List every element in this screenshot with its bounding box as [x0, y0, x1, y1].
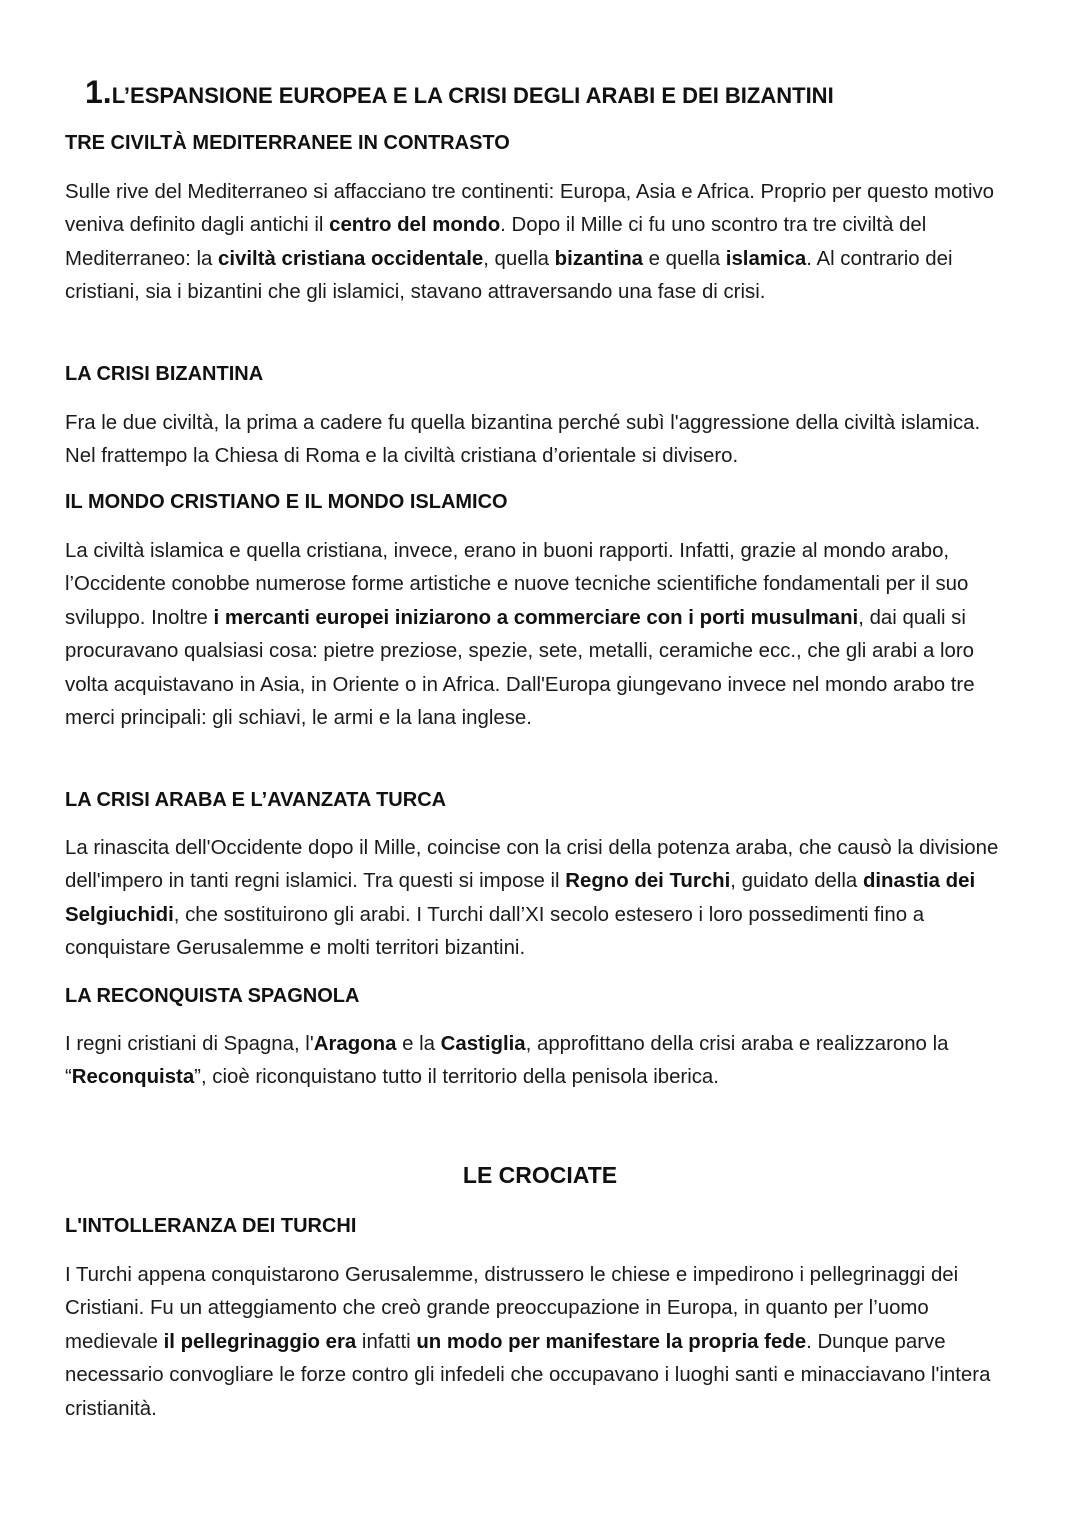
text-run: . Dopo il Mille ci fu uno scontro tra tre civiltà del Mediterraneo: la: [65, 214, 927, 270]
section-heading: LA CRISI ARABA E L’AVANZATA TURCA: [65, 789, 447, 811]
bold-phrase: Regno dei Turchi: [565, 870, 731, 893]
bold-phrase: islamica: [725, 247, 807, 270]
text-run: La rinascita dell'Occidente dopo il Mille, coincise con la crisi della potenza araba, che causò la divisione dell'impero in tanti regni islamici. Tra questi si impose il: [65, 837, 999, 893]
title-number: 1.: [85, 74, 112, 110]
bold-phrase: dinastia dei Selgiuchidi: [65, 870, 976, 926]
title-text: L’ESPANSIONE EUROPEA E LA CRISI DEGLI ARABI E DEI BIZANTINI: [111, 83, 834, 108]
text-run: , quella: [483, 247, 555, 270]
section-heading: LA RECONQUISTA SPAGNOLA: [65, 985, 360, 1007]
section-heading: TRE CIVILTÀ MEDITERRANEE IN CONTRASTO: [65, 132, 510, 154]
text-run: Fra le due civiltà, la prima a cadere fu quella bizantina perché subì l'aggressione della civiltà islamica. Nel frattempo la Chiesa di Roma e la civiltà cristiana d’orientale si divisero.: [65, 412, 981, 468]
text-run: ”, cioè riconquistano tutto il territorio della penisola iberica.: [194, 1066, 719, 1089]
text-run: . Dunque parve necessario convogliare le forze contro gli infedeli che occupavano i luoghi santi e minacciavano l'intera cristianità.: [65, 1330, 991, 1420]
text-run: e quella: [643, 247, 726, 270]
text-run: , dai quali si procuravano qualsiasi cosa: pietre preziose, spezie, sete, metalli, ceramiche ecc., che gli arabi a loro volta acquistavano in Asia, in Oriente o in Africa. Dall'Europa giungevano invece nel mondo arabo tre merci principali: gli schiavi, le armi e la lana inglese.: [65, 606, 975, 730]
bold-phrase: i mercanti europei iniziarono a commerciare con i porti musulmani: [213, 606, 859, 629]
text-run: , guidato della: [730, 870, 863, 893]
section-paragraph: [65, 407, 1015, 474]
bold-phrase: bizantina: [554, 247, 644, 270]
text-run: infatti: [356, 1330, 417, 1353]
text-run: , che sostituirono gli arabi. I Turchi dall’XI secolo estesero i loro possedimenti fino a conquistare Gerusalemme e molti territori bizantini.: [65, 903, 925, 960]
text-run: , approfittano della crisi araba e realizzarono la “: [65, 1033, 949, 1089]
section-heading: IL MONDO CRISTIANO E IL MONDO ISLAMICO: [65, 491, 508, 513]
bold-phrase: un modo per manifestare la propria fede: [416, 1330, 807, 1353]
text-run: Sulle rive del Mediterraneo si affacciano tre continenti: Europa, Asia e Africa. Proprio per questo motivo veniva definito dagli antichi il: [65, 181, 995, 237]
section-heading: L'INTOLLERANZA DEI TURCHI: [65, 1215, 357, 1237]
section-paragraph: [65, 1028, 1015, 1095]
bold-phrase: civiltà cristiana occidentale: [218, 247, 484, 270]
bold-phrase: Reconquista: [71, 1066, 195, 1089]
section-paragraph: [65, 1259, 1015, 1426]
section-heading: LA CRISI BIZANTINA: [65, 363, 264, 385]
bold-phrase: Aragona: [313, 1033, 397, 1055]
crociate-title: LE CROCIATE: [462, 1162, 618, 1188]
text-run: . Al contrario dei cristiani, sia i bizantini che gli islamici, stavano attraversando una fase di crisi.: [65, 247, 953, 304]
document-title: [85, 74, 834, 111]
bold-phrase: Castiglia: [440, 1033, 526, 1055]
text-run: La civiltà islamica e quella cristiana, invece, erano in buoni rapporti. Infatti, grazie al mondo arabo, l’Occidente conobbe numerose forme artistiche e nuove tecniche scientifiche fondamentali per il suo sviluppo. Inoltre: [65, 540, 969, 629]
text-run: e la: [396, 1033, 441, 1055]
section-paragraph: [65, 832, 1015, 966]
section-paragraph: [65, 176, 1015, 310]
text-run: I regni cristiani di Spagna, l': [65, 1033, 314, 1055]
bold-phrase: il pellegrinaggio era: [163, 1330, 357, 1353]
section-paragraph: [65, 535, 1015, 735]
bold-phrase: centro del mondo: [329, 214, 501, 237]
text-run: I Turchi appena conquistarono Gerusalemme, distrussero le chiese e impedirono i pellegrinaggi dei Cristiani. Fu un atteggiamento che creò grande preoccupazione in Europa, in quanto per l’uomo medievale: [65, 1264, 959, 1353]
